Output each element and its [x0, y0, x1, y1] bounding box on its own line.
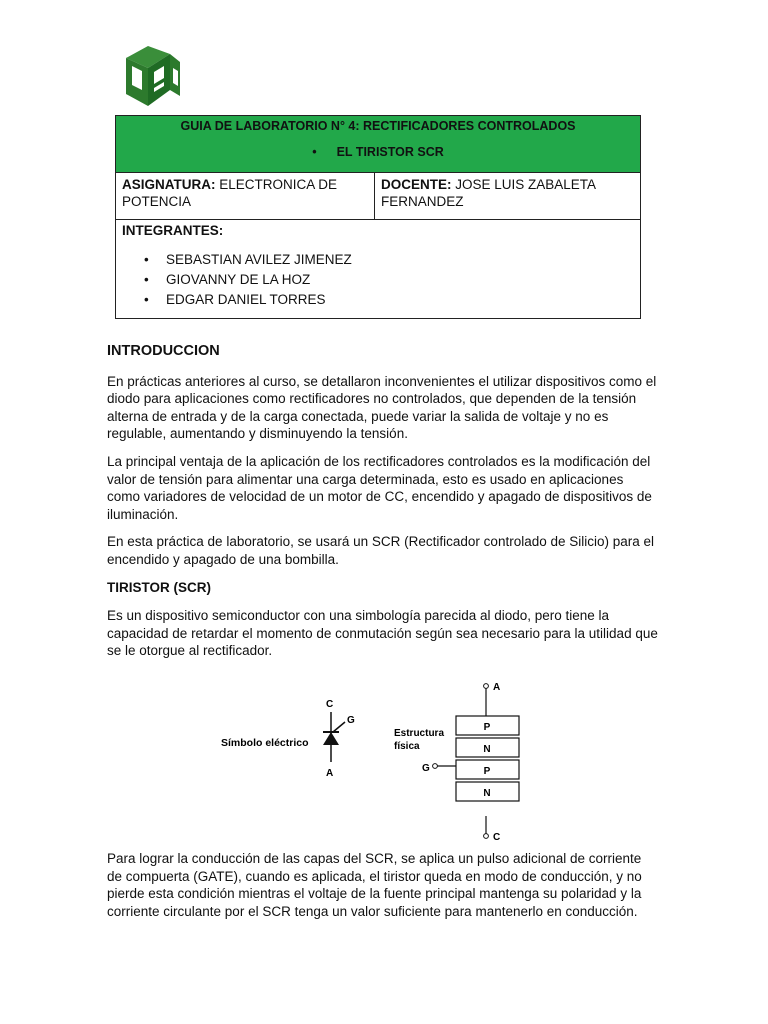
paragraph: En esta práctica de laboratorio, se usará un SCR (Rectificador controlado de Silicio) para el encendido y apagado de una bombilla. [107, 534, 655, 567]
document-subtitle: • EL TIRISTOR SCR [312, 145, 444, 159]
layer-label: P [483, 765, 491, 777]
asignatura-value: ELECTRONICA DE POTENCIA [122, 177, 338, 209]
university-logo [118, 44, 184, 114]
header-table [115, 115, 641, 319]
list-item: • EDGAR DANIEL TORRES [166, 290, 634, 310]
symbol-g-label: G [347, 714, 355, 726]
paragraph: Para lograr la conducción de las capas del SCR, se aplica un pulso adicional de corriente de compuerta (GATE), cuando es aplicada, el tiristor queda en modo de conducción, y no pierde esta condición mientras el voltaje de la fuente principal mantenga su polaridad y la corriente circulante por el SCR tenga un valor suficiente para mantenerlo en conducción. [107, 850, 642, 919]
gate-terminal-label: G [422, 762, 430, 774]
cathode-terminal-label: C [493, 831, 501, 842]
anode-terminal-label: A [493, 681, 501, 693]
list-item: • SEBASTIAN AVILEZ JIMENEZ [166, 250, 634, 270]
document-body [107, 343, 659, 930]
structure-diagram [422, 682, 519, 842]
list-item: • GIOVANNY DE LA HOZ [166, 270, 634, 290]
scr-symbol-icon [323, 712, 345, 762]
asignatura-cell [116, 173, 375, 220]
paragraph: La principal ventaja de la aplicación de los rectificadores controlados es la modificación del valor de tensión para alimentar una carga determinada, esto es usado en aplicaciones como variadores de velocidad de un motor de CC, encendido y apagado de dispositivos de iluminación. [107, 453, 652, 522]
paragraph: Es un dispositivo semiconductor con una simbología parecida al diodo, pero tiene la capacidad de retardar el momento de conmutación según sea necesario para la utilidad que se le otorgue al rectificador. [107, 608, 658, 659]
integrantes-label: INTEGRANTES: [122, 223, 224, 238]
integrantes-list [122, 250, 634, 310]
docente-cell [375, 173, 641, 220]
intro-heading: INTRODUCCION [107, 343, 220, 359]
structure-label-1: Estructura [394, 727, 445, 739]
layer-label: P [483, 721, 491, 733]
symbol-label: Símbolo eléctrico [221, 736, 309, 749]
docente-value: JOSE LUIS ZABALETA FERNANDEZ [381, 177, 596, 209]
title-cell [116, 116, 641, 173]
layer-label: N [483, 743, 491, 755]
structure-label-2: física [394, 740, 420, 752]
layer-label: N [483, 787, 491, 799]
docente-label: DOCENTE: [381, 177, 452, 192]
paragraph: En prácticas anteriores al curso, se detallaron inconvenientes el utilizar dispositivos como el diodo para aplicaciones como rectificadores no controlados, que dependen de la tensión alterna de entrada y de la carga conectada, puede variar la salida de voltaje y no es regulable, aumentando y disminuyendo la tensión. [107, 373, 657, 442]
document-title: GUIA DE LABORATORIO N° 4: RECTIFICADORES CONTROLADOS [180, 119, 576, 133]
symbol-a-label: A [326, 767, 334, 779]
scr-figure [107, 674, 659, 842]
bullet-icon: • [312, 145, 317, 159]
symbol-c-label: C [326, 698, 334, 710]
integrantes-cell [116, 220, 641, 319]
tiristor-heading: TIRISTOR (SCR) [107, 579, 211, 595]
asignatura-label: ASIGNATURA: [122, 177, 216, 192]
